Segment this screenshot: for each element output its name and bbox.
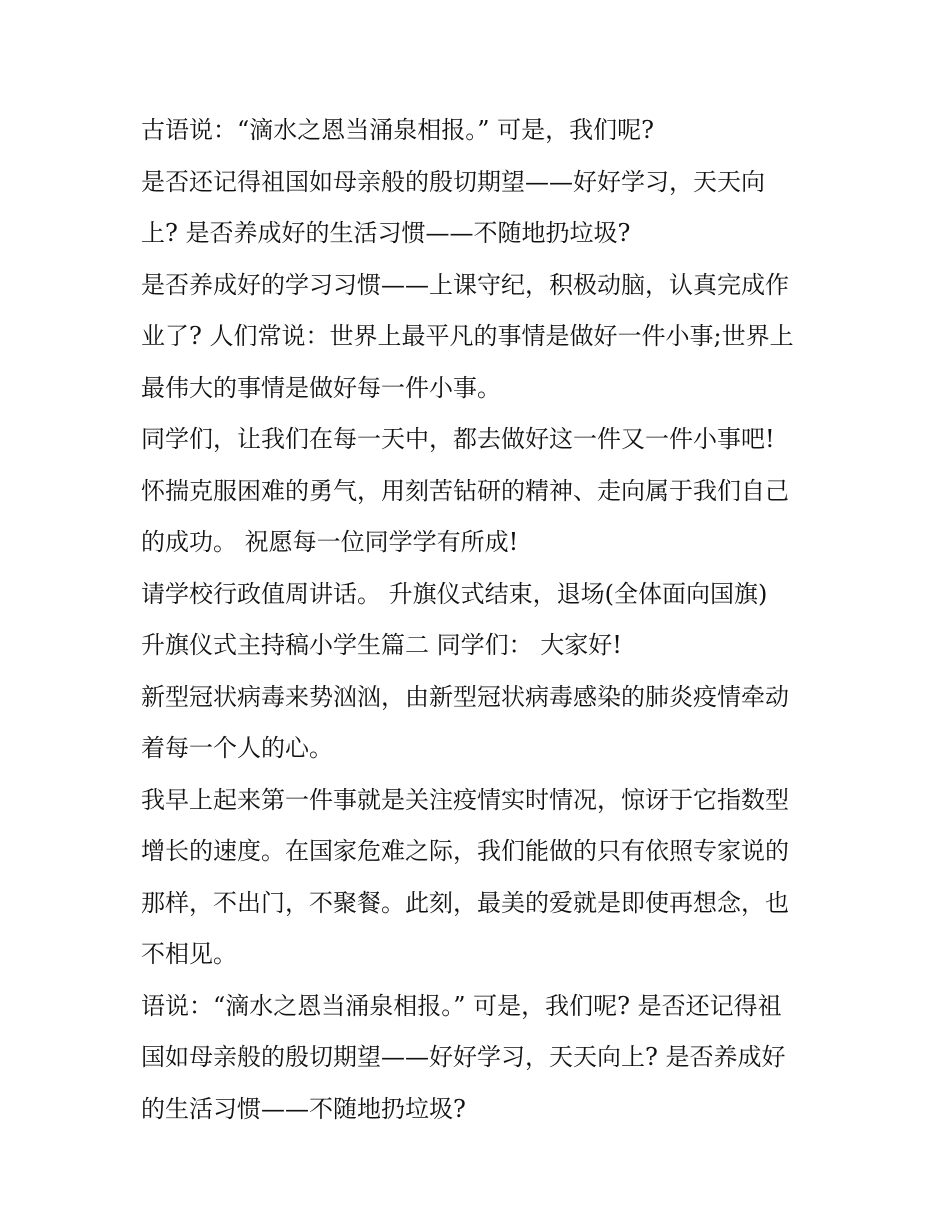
text-line: 我早上起来第一件事就是关注疫情实时情况，惊讶于它指数型	[141, 785, 789, 814]
text-line: 国如母亲般的殷切期望——好好学习，天天向上? 是否养成好	[141, 1043, 786, 1071]
text-line: 升旗仪式主持稿小学生篇二 同学们： 大家好!	[141, 631, 622, 659]
text-line: 的生活习惯——不随地扔垃圾?	[141, 1094, 466, 1123]
text-line: 上? 是否养成好的生活习惯——不随地扔垃圾?	[141, 219, 631, 247]
text-line: 增长的速度。在国家危难之际，我们能做的只有依照专家说的	[141, 837, 789, 865]
text-line: 新型冠状病毒来势汹汹，由新型冠状病毒感染的肺炎疫情牵动	[141, 682, 789, 711]
text-line: 是否养成好的学习习惯——上课守纪，积极动脑，认真完成作	[141, 270, 789, 299]
text-line: 业了? 人们常说：世界上最平凡的事情是做好一件小事;世界上	[141, 322, 794, 350]
text-line: 着每一个人的心。	[141, 734, 333, 762]
text-line: 的成功。 祝愿每一位同学学有所成!	[141, 528, 519, 556]
text-line: 是否还记得祖国如母亲般的殷切期望——好好学习，天天向	[141, 167, 765, 196]
document-body	[141, 105, 821, 1135]
text-line: 最伟大的事情是做好每一件小事。	[141, 373, 501, 402]
text-line: 语说：“滴水之恩当涌泉相报。” 可是，我们呢? 是否还记得祖	[141, 991, 782, 1020]
text-line: 那样，不出门，不聚餐。此刻，最美的爱就是即使再想念，也	[141, 888, 789, 917]
text-line: 同学们，让我们在每一天中，都去做好这一件又一件小事吧!	[141, 425, 775, 453]
text-line: 不相见。	[141, 940, 237, 968]
text-line: 古语说：“滴水之恩当涌泉相报。” 可是，我们呢?	[141, 116, 655, 144]
text-line: 请学校行政值周讲话。 升旗仪式结束，退场(全体面向国旗)	[141, 579, 768, 608]
text-line: 怀揣克服困难的勇气，用刻苦钻研的精神、走向属于我们自己	[141, 476, 789, 505]
